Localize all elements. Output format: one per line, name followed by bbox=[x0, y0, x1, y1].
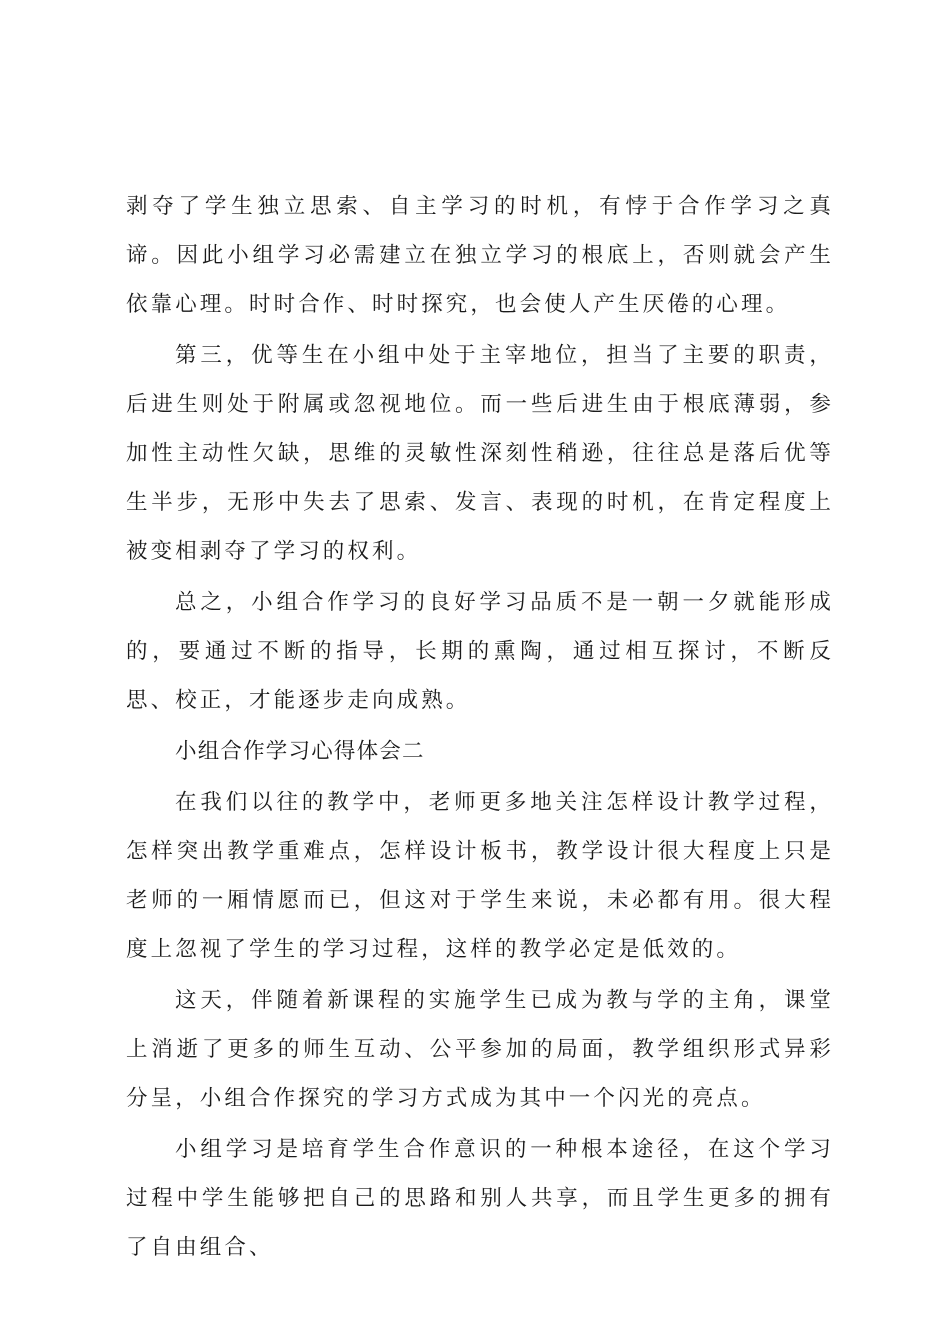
paragraph-continuation: 剥夺了学生独立思索、自主学习的时机，有悖于合作学习之真谛。因此小组学习必需建立在独立学习的根底上，否则就会产生依靠心理。时时合作、时时探究，也会使人产生厌倦的心理。 bbox=[126, 194, 834, 317]
paragraph-teaching-past: 在我们以往的教学中，老师更多地关注怎样设计教学过程，怎样突出教学重难点，怎样设计板书，教学设计很大程度上只是老师的一厢情愿而已，但这对于学生来说，未必都有用。很大程度上忽视了学生的学习过程，这样的教学必定是低效的。 bbox=[126, 790, 834, 962]
paragraph-third-point: 第三，优等生在小组中处于主宰地位，担当了主要的职责，后进生则处于附属或忽视地位。而一些后进生由于根底薄弱，参加性主动性欠缺，思维的灵敏性深刻性稍逊，往往总是落后优等生半步，无形中失去了思索、发言、表现的时机，在肯定程度上被变相剥夺了学习的权利。 bbox=[126, 343, 834, 564]
document-body bbox=[126, 182, 834, 1272]
paragraph-summary: 总之，小组合作学习的良好学习品质不是一朝一夕就能形成的，要通过不断的指导，长期的熏陶，通过相互探讨，不断反思、校正，才能逐步走向成熟。 bbox=[126, 590, 834, 713]
section-heading: 小组合作学习心得体会二 bbox=[175, 739, 425, 764]
paragraph-group-learning: 小组学习是培育学生合作意识的一种根本途径，在这个学习过程中学生能够把自己的思路和别人共享，而且学生更多的拥有了自由组合、 bbox=[126, 1137, 834, 1260]
paragraph-new-curriculum: 这天，伴随着新课程的实施学生已成为教与学的主角，课堂上消逝了更多的师生互动、公平参加的局面，教学组织形式异彩分呈，小组合作探究的学习方式成为其中一个闪光的亮点。 bbox=[126, 988, 834, 1111]
